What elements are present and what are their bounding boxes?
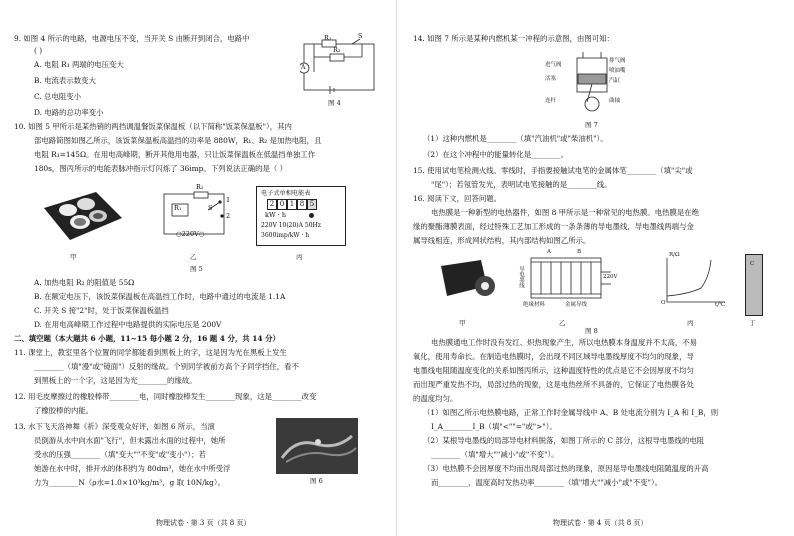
fig5-label-s: S [208,204,213,212]
fig8-label-ohm: R/Ω [669,252,680,258]
meter-digit: 0 [277,199,287,210]
q9-option-b: B. 电流表示数变大 [34,76,96,85]
q10-line-1: 10. 如图 5 甲所示是某热销的两挡调温餐饭菜保温板（以下简称"饭菜保温板"），其内 [14,122,292,131]
q14-sub-1: （1）这种内燃机是________（填"汽油机"或"柴油机"）。 [423,134,608,143]
figure-6-caption: 图 6 [310,477,323,485]
q10-line-2: 部电路简图如图乙所示，该饭菜保温板高温挡的功率是 880W，R₁、R₂ 是加热电阻，且 [34,136,322,145]
q16-para1-line-2: 缘的聚酯薄膜表面，经过特殊工艺加工形成的一条条薄的导电墨线，导电墨线两端与金 [413,222,694,231]
fig5-label-r2: R₂ [196,183,204,191]
q13-line-3: 受水的压强________（填"变大""不变"或"变小"）；若 [34,450,206,459]
fig5-label-1: 1 [226,196,231,204]
q14-stem: 14. 如图 7 所示是某种内燃机某一冲程的示意图，由图可知： [413,34,614,43]
q10-line-4: 180s，图丙所示的电能表脉冲指示灯闪烁了 36imp。下列说法正确的是（ ） [34,164,288,173]
figure-5-sub-jia: 甲 [70,253,77,261]
q10-line-3: 电阻 R₁=145Ω。在用电高峰期，断开其他用电器，只让饭菜保温板在低温挡单独工作 [34,150,316,159]
fig4-label-s: S [358,32,363,40]
q16-intro: 16. 阅读下文，回答问题。 [413,194,502,203]
fig7-label-rod: 连杆 [545,98,557,104]
figure-8-sub-bing: 丙 [687,319,694,327]
q10-option-c: C. 开关 S 接"2"时，处于饭菜保温板温挡 [34,306,169,315]
figure-8-ding-strip [745,254,763,316]
q16-sub-1: （1）如图乙所示电热膜电路，正常工作时金属导线中 A、B 处电流分别为 I_A 和 I_B，则 [423,408,719,417]
right-page [397,0,794,536]
q12-line-1: 12. 用毛皮摩擦过的橡胶棒带________电，同时橡胶棒发生________现象，这是________改变 [14,392,317,401]
figure-8-sub-jia: 甲 [459,319,466,327]
fig8-label-wire: 金属导线 [565,302,588,308]
q16-sub-2: （2）某根导电墨线的局部导电材料脱落，如图丁所示的 C 部分，这根导电墨线的电阻 [423,436,705,445]
meter-spec-1: 220V 10(20)A 50Hz [261,222,321,229]
q16-para2-line-1: 电热膜通电工作时没有发红、炽热现象产生，所以电热膜本身温度并不太高，不易 [431,338,698,347]
meter-digit-decimal: 5 [307,199,317,210]
fig8-label-film: 导电墨线 [518,266,524,288]
fig8-label-c: C [750,261,755,267]
figure-5-jia-photo [40,188,124,244]
fig5-label-r1: R₁ [174,204,182,212]
fig7-label-cylinder: 汽缸 [609,78,621,84]
figure-8-jia-film-roll [437,256,497,306]
figure-4-caption: 图 4 [328,99,341,107]
figure-5-sub-bing: 丙 [296,253,303,261]
meter-unit: kW · h [265,211,287,219]
q16-para2-line-5: 的温度均匀。 [413,394,458,403]
q13-line-5: 力为________N（ρ水=1.0×10³kg/m³，g 取 10N/kg）。 [34,478,225,487]
section-2-heading: 二、填空题（本大题共 6 小题，11~15 每小题 2 分，16 题 4 分，共 14 分） [14,334,280,343]
figure-8-sub-yi: 乙 [559,319,566,327]
fig7-label-oil: 喷油嘴 [609,68,626,74]
q11-line-2: ________（填"漫"或"镜面"）反射的缘故。个别同学被前方高个子同学挡住，看不 [34,362,299,371]
figure-5-bing-meter [256,186,346,246]
q10-option-d: D. 在用电高峰期工作过程中电路提供的实际电压是 200V [34,320,222,329]
q13-line-1: 13. 水下飞天洛神舞《祈》深受观众好评，如图 6 所示，当演 [14,422,215,431]
q9-stem: 9. 如图 4 所示的电路，电源电压不变，当开关 S 由断开到闭合，电路中 [14,34,250,43]
figure-4-circuit [300,32,380,98]
q16-sub-1-answer: I_A________I_B（填"<""="或">"）。 [431,422,557,431]
q16-para1-line-1: 电热膜是一种新型的电热器件，如图 8 甲所示是一种常见的电热膜。电热膜是在绝 [431,208,700,217]
q16-para2-line-3: 电墨线电阻随温度变化的关系如图丙所示，这种温度特性的优点是它不会因厚度不均匀 [413,366,694,375]
figure-8-sub-ding: 丁 [749,319,756,327]
fig5-label-2: 2 [226,212,231,220]
meter-digit: 1 [287,199,297,210]
meter-digits [267,199,317,210]
figure-7-engine [547,52,637,116]
fig7-label-piston: 活塞 [545,76,557,82]
figure-5-caption: 图 5 [190,265,203,273]
fig8-label-origin: O [661,300,666,306]
fig4-ammeter-label: A [301,64,306,71]
q16-para2-line-2: 氧化，使用寿命长。在制造电热膜时，会出现不同区域导电墨线厚度不均匀的现象，导 [413,352,694,361]
meter-digit: 8 [297,199,307,210]
figure-5-yi-circuit [160,183,236,242]
q15-line-2: "尾"）；若氖管发光，表明试电笔接触的是________线。 [431,180,612,189]
fig5-label-220v: ○220V○ [176,230,205,238]
q16-sub-2-answer: ________（填"增大""减小"或"不变"）。 [431,450,559,459]
meter-digit: 2 [267,199,277,210]
left-page-footer: 物理试卷 · 第 3 页（共 8 页） [156,519,251,527]
fig8-label-insul: 绝缘材料 [523,302,546,308]
fig7-label-intake: 进气阀 [545,62,562,68]
q13-line-4: 她游在水中时，排开水的体积约为 80dm³，她在水中所受浮 [34,464,231,473]
figure-8-bing-graph [659,254,729,312]
q16-sub-3: （3）电热膜不会因厚度不均而出现局部过热的现象，原因是导电墨线电阻随温度的升高 [423,464,709,473]
q15-line-1: 15. 使用试电笔检测火线、零线时，手指要接触试电笔的金属体笔________（填"尖"或 [413,166,693,175]
fig4-label-r1: R₁ [324,34,332,42]
figure-8-caption: 图 8 [585,327,598,335]
fig8-label-220v: 220V [603,274,618,280]
q16-sub-3-answer: 而________，温度高时发热功率________（填"增大""减小"或"不变"）。 [431,478,663,487]
q9-paren: ( ) [34,46,43,55]
fig7-label-exhaust: 排气阀 [609,58,626,64]
fig7-label-crank: 曲轴 [609,98,621,104]
figure-7-caption: 图 7 [585,121,598,129]
figure-6-dancer-photo [276,418,358,474]
q16-para2-line-4: 而出现严重发热不均，局部过热的现象，这是电热丝所不具备的，它保证了电热膜各处 [413,380,694,389]
meter-title: 电子式单相电能表 [261,190,311,197]
fig8-label-temp: t/℃ [715,302,726,308]
q11-line-1: 11. 课堂上，教室里各个位置的同学都能看到黑板上的字，这是因为光在黑板上发生 [14,348,287,357]
q16-para1-line-3: 属导线相连，形成网状结构，其内部结构如图乙所示。 [413,236,591,245]
meter-pulse-light-icon [309,213,314,218]
q9-option-c: C. 总电阻变小 [34,92,82,101]
q13-line-2: 员倒游从水中向水面"飞行"，但未露出水面的过程中，她所 [34,436,226,445]
q10-option-a: A. 加热电阻 R₂ 的阻值是 55Ω [34,278,135,287]
figure-5-sub-yi: 乙 [190,253,197,261]
q9-option-a: A. 电阻 R₁ 两端的电压变大 [34,60,124,69]
meter-spec-2: 3600imp/kW · h [261,232,310,239]
figure-8-yi-structure [517,249,618,314]
q10-option-b: B. 在额定电压下，该饭菜保温板在高温挡工作时，电路中通过的电流是 1.1A [34,292,286,301]
q14-sub-2: （2）在这个冲程中的能量转化是________。 [423,150,569,159]
q9-option-d: D. 电路的总功率变小 [34,108,104,117]
fig4-label-r2: R₂ [333,46,341,54]
right-page-footer: 物理试卷 · 第 4 页（共 8 页） [553,519,648,527]
q12-line-2: 了橡胶棒的内能。 [34,406,94,415]
q11-line-3: 到黑板上的一个字，这是因为光________的缘故。 [34,376,197,385]
fig8-label-a: A [547,249,551,255]
fig8-label-b: B [577,249,582,255]
